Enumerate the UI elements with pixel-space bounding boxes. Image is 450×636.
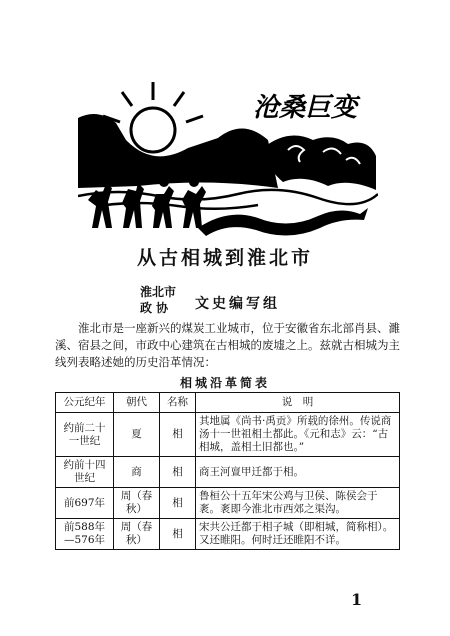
table-row	[56, 519, 400, 550]
cell-name: 相	[160, 519, 196, 550]
cell-dynasty: 周（春秋）	[114, 488, 160, 519]
header-year: 公元纪年	[56, 393, 114, 413]
cell-year: 前588年—576年	[56, 519, 114, 550]
dragon-body-shape	[198, 208, 368, 236]
table-row	[56, 457, 400, 488]
intro-paragraph: 淮北市是一座新兴的煤炭工业城市，位于安徽省东北部肖县、濉溪、宿县之间，市政中心建筑在古相城的废墟之上。兹就古相城为主线列表略述她的历史沿革情况：	[55, 321, 400, 369]
cell-year: 约前二十一世纪	[56, 413, 114, 457]
cell-dynasty: 周（春秋）	[114, 519, 160, 550]
history-table	[55, 392, 400, 550]
article-title: 从古相城到淮北市	[136, 247, 313, 269]
cell-dynasty: 夏	[114, 413, 160, 457]
cell-name: 相	[160, 413, 196, 457]
author-org-line2: 政 协	[140, 301, 169, 315]
cell-year: 前697年	[56, 488, 114, 519]
cell-desc: 商王河亶甲迁都于相。	[196, 457, 400, 488]
header-desc: 说 明	[196, 393, 400, 413]
sun-icon	[131, 108, 175, 152]
author-org-line1: 淮北市	[140, 285, 177, 299]
cell-name: 相	[160, 488, 196, 519]
author-block	[140, 284, 390, 324]
banner-calligraphy: 沧桑巨变	[253, 93, 358, 123]
table-header-row	[56, 393, 400, 413]
table-title: 相城沿革简表	[179, 376, 270, 390]
table-row	[56, 413, 400, 457]
cell-desc: 其地属《尚书·禹贡》所载的徐州。传说商汤十一世祖相土都此。《元和志》云：“古相城，盖相土旧都也。”	[196, 413, 400, 457]
cell-desc: 宋共公迁都于相子城（即相城，简称相）。又还睢阳。何时迁还睢阳不详。	[196, 519, 400, 550]
table-row	[56, 488, 400, 519]
cell-name: 相	[160, 457, 196, 488]
header-dynasty: 朝代	[114, 393, 160, 413]
page-number: 1	[351, 590, 363, 609]
author-org	[140, 284, 176, 316]
cell-year: 约前十四世纪	[56, 457, 114, 488]
ground-lines	[78, 190, 378, 209]
cell-desc: 鲁桓公十五年宋公鸡与卫侯、陈侯会于袲。袲即今淮北市西郊之渠沟。	[196, 488, 400, 519]
banner-illustration	[78, 78, 378, 238]
cell-dynasty: 商	[114, 457, 160, 488]
header-name: 名称	[160, 393, 196, 413]
author-name: 文史编写组	[195, 296, 280, 312]
